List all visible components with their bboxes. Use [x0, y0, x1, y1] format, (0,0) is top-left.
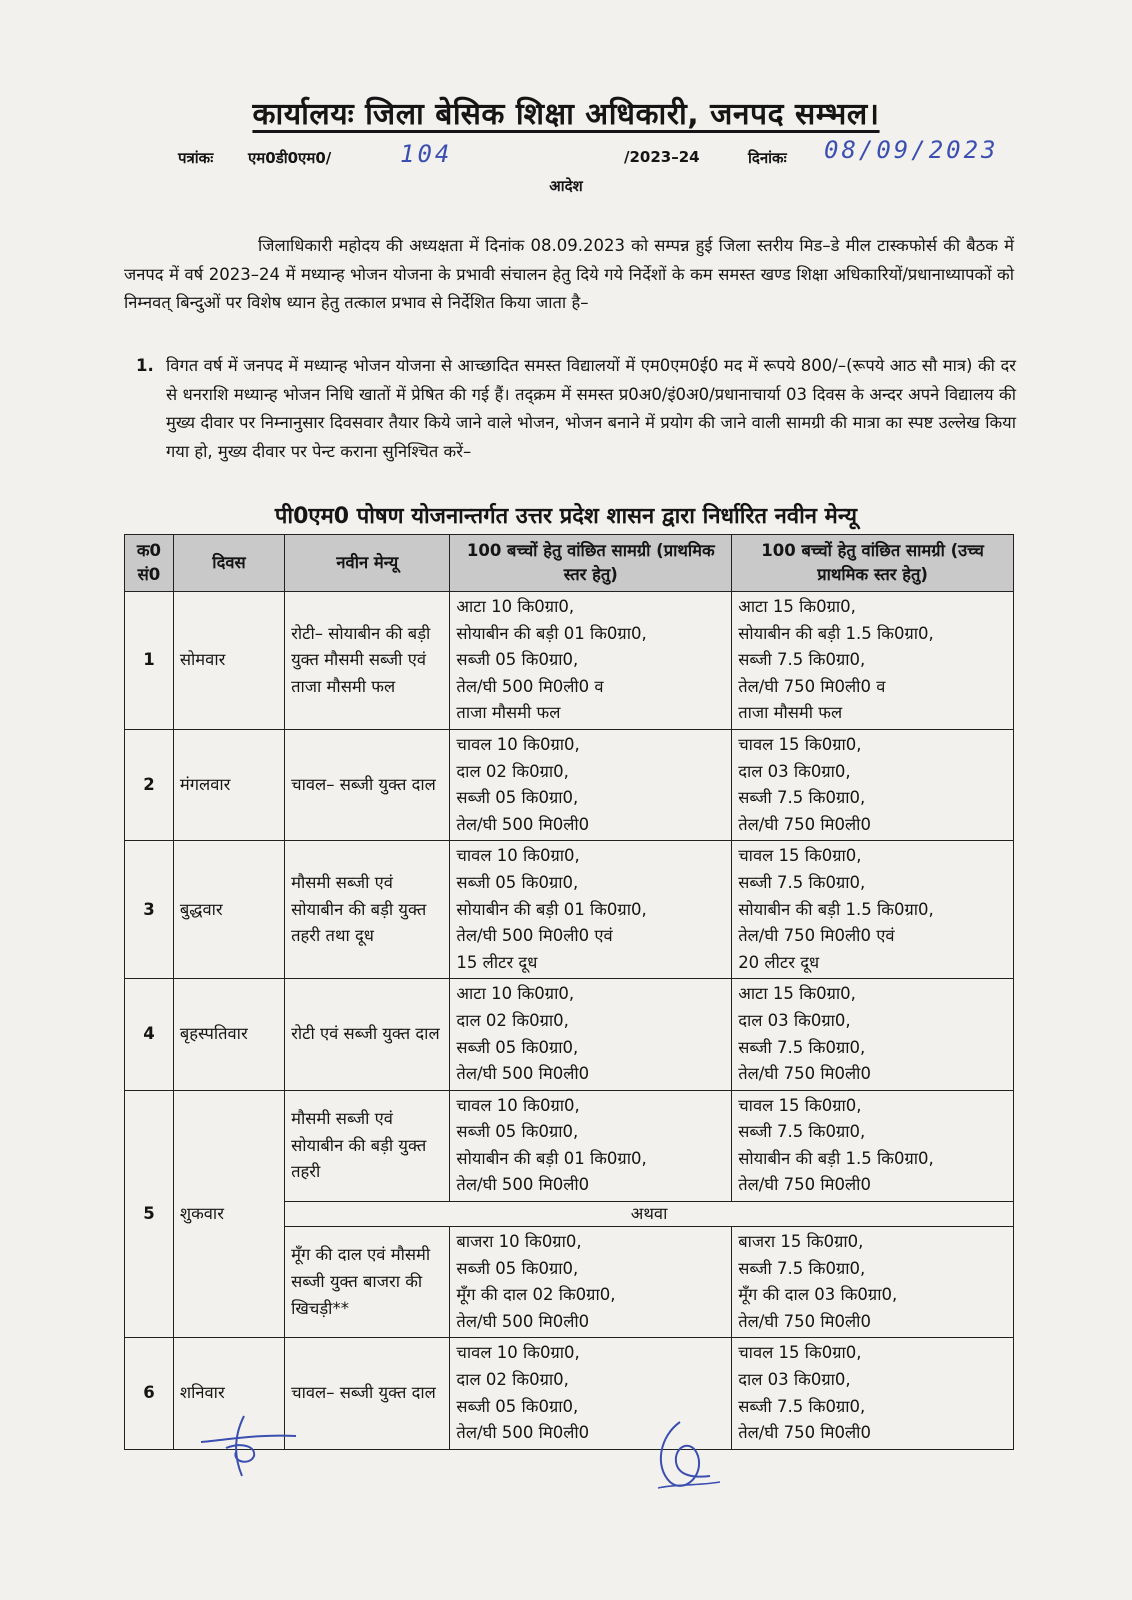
col-header-primary: 100 बच्चों हेतु वांछित सामग्री (प्राथमिक स्तर हेतु) — [450, 535, 732, 592]
row-day: सोमवार — [173, 592, 284, 730]
ref-year: /2023–24 — [624, 148, 700, 166]
col-header-menu: नवीन मेन्यू — [285, 535, 450, 592]
order-title: आदेश — [549, 177, 583, 195]
signature-right — [640, 1416, 730, 1496]
ref-label: पत्रांकः — [178, 149, 214, 167]
row-day: मंगलवार — [173, 729, 284, 840]
row-sno: 5 — [125, 1090, 174, 1338]
table-row — [125, 1090, 1014, 1201]
table-row — [125, 592, 1014, 730]
row-alt-upper: बाजरा 15 कि0ग्रा0, सब्जी 7.5 कि0ग्रा0, मूँग की दाल 03 कि0ग्रा0, तेल/घी 750 मि0ली0 — [732, 1227, 1014, 1338]
intro-paragraph: जिलाधिकारी महोदय की अध्यक्षता में दिनांक 08.09.2023 को सम्पन्न हुई जिला स्तरीय मिड–डे मील टास्कफोर्स की बैठक में जनपद में वर्ष 2023–24 में मध्यान्ह भोजन योजना के प्रभावी संचालन हेतु दिये गये निर्देशों के कम समस्त खण्ड शिक्षा अधिकारियों/प्रधानाध्यापकों को निम्नवत् बिन्दुओं पर विशेष ध्यान हेतु तत्काल प्रभाव से निर्देशित किया जाता है– — [124, 236, 1014, 313]
point-number: 1. — [136, 356, 154, 375]
row-primary: चावल 10 कि0ग्रा0, दाल 02 कि0ग्रा0, सब्जी 05 कि0ग्रा0, तेल/घी 500 मि0ली0 — [450, 1338, 732, 1449]
menu-table — [124, 534, 1014, 1450]
row-menu: मौसमी सब्जी एवं सोयाबीन की बड़ी युक्त तहरी — [285, 1090, 450, 1201]
alternative-label: अथवा — [285, 1202, 1014, 1227]
table-header-row — [125, 535, 1014, 592]
row-upper: चावल 15 कि0ग्रा0, दाल 03 कि0ग्रा0, सब्जी 7.5 कि0ग्रा0, तेल/घी 750 मि0ली0 — [732, 729, 1014, 840]
row-upper: चावल 15 कि0ग्रा0, सब्जी 7.5 कि0ग्रा0, सोयाबीन की बड़ी 1.5 कि0ग्रा0, तेल/घी 750 मि0ली0 — [732, 1090, 1014, 1201]
row-alt-menu: मूँग की दाल एवं मौसमी सब्जी युक्त बाजरा की खिचड़ी** — [285, 1227, 450, 1338]
row-menu: रोटी एवं सब्जी युक्त दाल — [285, 979, 450, 1090]
table-row — [125, 979, 1014, 1090]
row-primary: चावल 10 कि0ग्रा0, सब्जी 05 कि0ग्रा0, सोयाबीन की बड़ी 01 कि0ग्रा0, तेल/घी 500 मि0ली0 — [450, 1090, 732, 1201]
date-handwritten: 08/09/2023 — [824, 136, 999, 164]
row-primary: आटा 10 कि0ग्रा0, सोयाबीन की बड़ी 01 कि0ग्रा0, सब्जी 05 कि0ग्रा0, तेल/घी 500 मि0ली0 व ताजा मौसमी फल — [450, 592, 732, 730]
row-primary: आटा 10 कि0ग्रा0, दाल 02 कि0ग्रा0, सब्जी 05 कि0ग्रा0, तेल/घी 500 मि0ली0 — [450, 979, 732, 1090]
row-upper: आटा 15 कि0ग्रा0, सोयाबीन की बड़ी 1.5 कि0ग्रा0, सब्जी 7.5 कि0ग्रा0, तेल/घी 750 मि0ली0 व ताजा मौसमी फल — [732, 592, 1014, 730]
row-alt-primary: बाजरा 10 कि0ग्रा0, सब्जी 05 कि0ग्रा0, मूँग की दाल 02 कि0ग्रा0, तेल/घी 500 मि0ली0 — [450, 1227, 732, 1338]
row-sno: 2 — [125, 729, 174, 840]
office-title: कार्यालयः जिला बेसिक शिक्षा अधिकारी, जनपद सम्भल। — [252, 97, 880, 132]
table-row — [125, 729, 1014, 840]
point-1 — [136, 352, 1016, 466]
row-day: बुद्धवार — [173, 841, 284, 979]
row-primary: चावल 10 कि0ग्रा0, दाल 02 कि0ग्रा0, सब्जी 05 कि0ग्रा0, तेल/घी 500 मि0ली0 — [450, 729, 732, 840]
row-day: शनिवार — [173, 1338, 284, 1449]
col-header-upper: 100 बच्चों हेतु वांछित सामग्री (उच्च प्राथमिक स्तर हेतु) — [732, 535, 1014, 592]
date-label: दिनांकः — [748, 149, 787, 167]
col-header-day: दिवस — [173, 535, 284, 592]
point-text: विगत वर्ष में जनपद में मध्यान्ह भोजन योजना से आच्छादित समस्त विद्यालयों में एम0एम0ई0 मद में रूपये 800/–(रूपये आठ सौ मात्र) की दर से धनराशि मध्यान्ह भोजन निधि खातों में प्रेषित की गई हैं। तद्क्रम में समस्त प्र0अ0/इं0अ0/प्रधानाचार्या 03 दिवस के अन्दर अपने विद्यालय की मुख्य दीवार पर निम्नानुसार दिवसवार तैयार किये जाने वाले भोजन, भोजन बनाने में प्रयोग की जाने वाली सामग्री की मात्रा का स्पष्ट उल्लेख किया गया हो, मुख्य दीवार पर पेन्ट कराना सुनिश्चित करें– — [166, 356, 1016, 461]
row-sno: 4 — [125, 979, 174, 1090]
row-upper: चावल 15 कि0ग्रा0, सब्जी 7.5 कि0ग्रा0, सोयाबीन की बड़ी 1.5 कि0ग्रा0, तेल/घी 750 मि0ली0 एवं 20 लीटर दूध — [732, 841, 1014, 979]
row-menu: रोटी– सोयाबीन की बड़ी युक्त मौसमी सब्जी एवं ताजा मौसमी फल — [285, 592, 450, 730]
row-menu: चावल– सब्जी युक्त दाल — [285, 1338, 450, 1449]
row-primary: चावल 10 कि0ग्रा0, सब्जी 05 कि0ग्रा0, सोयाबीन की बड़ी 01 कि0ग्रा0, तेल/घी 500 मि0ली0 एवं 15 लीटर दूध — [450, 841, 732, 979]
row-upper: चावल 15 कि0ग्रा0, दाल 03 कि0ग्रा0, सब्जी 7.5 कि0ग्रा0, तेल/घी 750 मि0ली0 — [732, 1338, 1014, 1449]
signature-left — [196, 1412, 306, 1482]
col-header-sno: क0 सं0 — [125, 535, 174, 592]
row-upper: आटा 15 कि0ग्रा0, दाल 03 कि0ग्रा0, सब्जी 7.5 कि0ग्रा0, तेल/घी 750 मि0ली0 — [732, 979, 1014, 1090]
row-day: बृहस्पतिवार — [173, 979, 284, 1090]
ref-prefix: एम0डी0एम0/ — [248, 149, 332, 167]
table-row — [125, 841, 1014, 979]
row-day: शुकवार — [173, 1090, 284, 1338]
ref-number-handwritten: 104 — [400, 140, 453, 168]
menu-heading: पी0एम0 पोषण योजनान्तर्गत उत्तर प्रदेश शासन द्वारा निर्धारित नवीन मेन्यू — [274, 504, 858, 529]
row-menu: मौसमी सब्जी एवं सोयाबीन की बड़ी युक्त तहरी तथा दूध — [285, 841, 450, 979]
row-sno: 3 — [125, 841, 174, 979]
row-sno: 1 — [125, 592, 174, 730]
row-menu: चावल– सब्जी युक्त दाल — [285, 729, 450, 840]
row-sno: 6 — [125, 1338, 174, 1449]
